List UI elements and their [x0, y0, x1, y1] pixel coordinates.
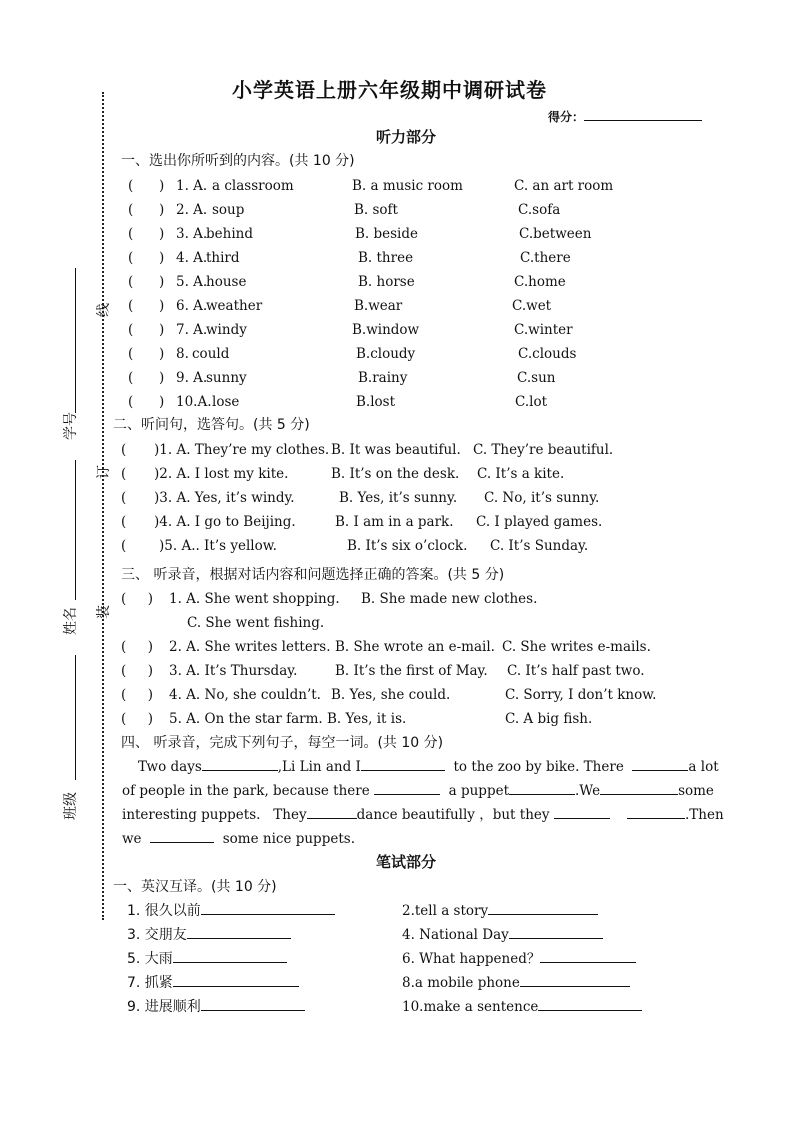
- class-line: [75, 655, 76, 780]
- answer-bracket[interactable]: (: [121, 538, 148, 554]
- blank[interactable]: [509, 924, 603, 939]
- answer-bracket[interactable]: ( ): [128, 274, 165, 290]
- list-item: ( ) 3. A. It’s Thursday. B. It’s the first of May. C. It’s half past two.: [121, 659, 661, 683]
- list-item: 7. 抓紧 8.a mobile phone: [127, 971, 647, 995]
- blank[interactable]: [540, 948, 636, 963]
- answer-bracket[interactable]: (: [121, 514, 144, 530]
- part3-list: [121, 587, 661, 731]
- page-title: 小学英语上册六年级期中调研试卷: [232, 78, 547, 102]
- blank[interactable]: [202, 756, 278, 771]
- list-item: 3. 交朋友 4. National Day: [127, 923, 647, 947]
- blank[interactable]: [201, 900, 335, 915]
- fill-line-4: we some nice puppets.: [122, 827, 355, 851]
- fill-line-3: interesting puppets. They dance beautifully ，but they .Then: [122, 803, 724, 827]
- blank[interactable]: [361, 756, 445, 771]
- list-item: ( ) 4. A. No, she couldn’t. B. Yes, she could. C. Sorry, I don’t know.: [121, 683, 661, 707]
- list-item: ( ) 2. A. soup B. soft C.sofa: [128, 198, 648, 222]
- list-item: 5. 大雨 6. What happened？: [127, 947, 647, 971]
- bind-mark-line: 线: [96, 303, 112, 317]
- answer-bracket[interactable]: ( ): [128, 346, 165, 362]
- blank[interactable]: [187, 924, 291, 939]
- list-item: ( ) 1. A. a classroom B. a music room C. an art room: [128, 174, 648, 198]
- written-heading: 笔试部分: [376, 853, 437, 871]
- list-item: ( ) 10.A. lose B.lost C.lot: [128, 390, 648, 414]
- answer-bracket[interactable]: (: [121, 466, 144, 482]
- blank[interactable]: [509, 780, 575, 795]
- part1-list: [128, 174, 648, 414]
- student-name-label: 姓名: [63, 607, 79, 635]
- list-item: ( ) 7. A. windy B.window C.winter: [128, 318, 648, 342]
- answer-bracket[interactable]: ( ): [121, 711, 153, 727]
- list-item: ( ) 6. A. weather B.wear C.wet: [128, 294, 648, 318]
- part2-heading: 二、听问句，选答句。(共 5 分): [113, 417, 310, 433]
- list-item: ( ) 4. A. third B. three C.there: [128, 246, 648, 270]
- blank[interactable]: [307, 804, 357, 819]
- class-label: 班级: [63, 792, 79, 820]
- score-field[interactable]: [548, 106, 702, 125]
- list-item: ( ) 3. A. behind B. beside C.between: [128, 222, 648, 246]
- list-item: ( )2. A. I lost my kite. B. It’s on the desk. C. It’s a kite.: [121, 462, 621, 486]
- answer-bracket[interactable]: ( ): [128, 298, 165, 314]
- blank[interactable]: [201, 996, 305, 1011]
- answer-bracket[interactable]: (: [121, 490, 144, 506]
- blank[interactable]: [600, 780, 678, 795]
- list-item: ( ) 8. could B.cloudy C.clouds: [128, 342, 648, 366]
- blank[interactable]: [627, 804, 685, 819]
- answer-bracket[interactable]: ( ): [128, 322, 165, 338]
- blank[interactable]: [374, 780, 440, 795]
- list-item: ( ) 2. A. She writes letters. B. She wrote an e-mail. C. She writes e-mails.: [121, 635, 661, 659]
- list-item: ( )3. A. Yes, it’s windy. B. Yes, it’s sunny. C. No, it’s sunny.: [121, 486, 621, 510]
- list-item: ( ) 5. A. house B. horse C.home: [128, 270, 648, 294]
- part2-list: [121, 438, 621, 558]
- answer-bracket[interactable]: ( ): [128, 250, 165, 266]
- blank[interactable]: [173, 948, 287, 963]
- fill-line-2: of people in the park, because there a puppet .We some: [122, 779, 714, 803]
- listening-heading: 听力部分: [376, 128, 437, 146]
- list-item: ( ) 1. A. She went shopping. B. She made new clothes.: [121, 587, 661, 611]
- list-item: C. She went fishing.: [187, 615, 325, 631]
- part3-heading: 三、 听录音，根据对话内容和问题选择正确的答案。(共 5 分): [121, 567, 505, 583]
- blank[interactable]: [520, 972, 630, 987]
- list-item: ( )4. A. I go to Beijing. B. I am in a park. C. I played games.: [121, 510, 621, 534]
- list-item: ( ) 9. A. sunny B.rainy C.sun: [128, 366, 648, 390]
- blank[interactable]: [488, 900, 598, 915]
- answer-bracket[interactable]: ( ): [128, 370, 165, 386]
- list-item: 9. 进展顺利 10.make a sentence: [127, 995, 647, 1019]
- list-item: ( )5. A.. It’s yellow. B. It’s six o’clock. C. It’s Sunday.: [121, 534, 621, 558]
- number-line: [75, 268, 76, 413]
- part1-heading: 一、选出你所听到的内容。(共 10 分): [121, 153, 355, 169]
- part4-heading: 四、 听录音，完成下列句子，每空一词。(共 10 分): [121, 735, 444, 751]
- answer-bracket[interactable]: ( ): [121, 663, 153, 679]
- answer-bracket[interactable]: ( ): [128, 226, 165, 242]
- answer-bracket[interactable]: ( ): [121, 639, 153, 655]
- list-item: ( ) 5. A. On the star farm. B. Yes, it is. C. A big fish.: [121, 707, 661, 731]
- fill-line-1: Two days ,Li Lin and I to the zoo by bike. There a lot: [138, 755, 719, 779]
- bind-mark-bind: 装: [96, 605, 112, 619]
- blank[interactable]: [538, 996, 642, 1011]
- answer-bracket[interactable]: ( ): [128, 178, 165, 194]
- blank[interactable]: [632, 756, 688, 771]
- student-number-label: 学号: [63, 412, 79, 440]
- score-blank[interactable]: [584, 106, 702, 121]
- translation-list: [127, 899, 647, 1019]
- answer-bracket[interactable]: ( ): [121, 591, 153, 607]
- binding-dotted-line: [102, 92, 104, 920]
- score-label: 得分：: [548, 110, 585, 124]
- answer-bracket[interactable]: (: [121, 442, 144, 458]
- blank[interactable]: [173, 972, 299, 987]
- list-item: 1. 很久以前 2.tell a story: [127, 899, 647, 923]
- list-item: ( )1. A. They’re my clothes. B. It was beautiful. C. They’re beautiful.: [121, 438, 621, 462]
- name-line: [75, 460, 76, 600]
- answer-bracket[interactable]: ( ): [128, 394, 165, 410]
- answer-bracket[interactable]: ( ): [128, 202, 165, 218]
- answer-bracket[interactable]: ( ): [121, 687, 153, 703]
- bind-mark-staple: 订: [96, 465, 112, 479]
- blank[interactable]: [554, 804, 610, 819]
- blank[interactable]: [150, 828, 214, 843]
- part5-heading: 一、英汉互译。(共 10 分): [113, 879, 277, 895]
